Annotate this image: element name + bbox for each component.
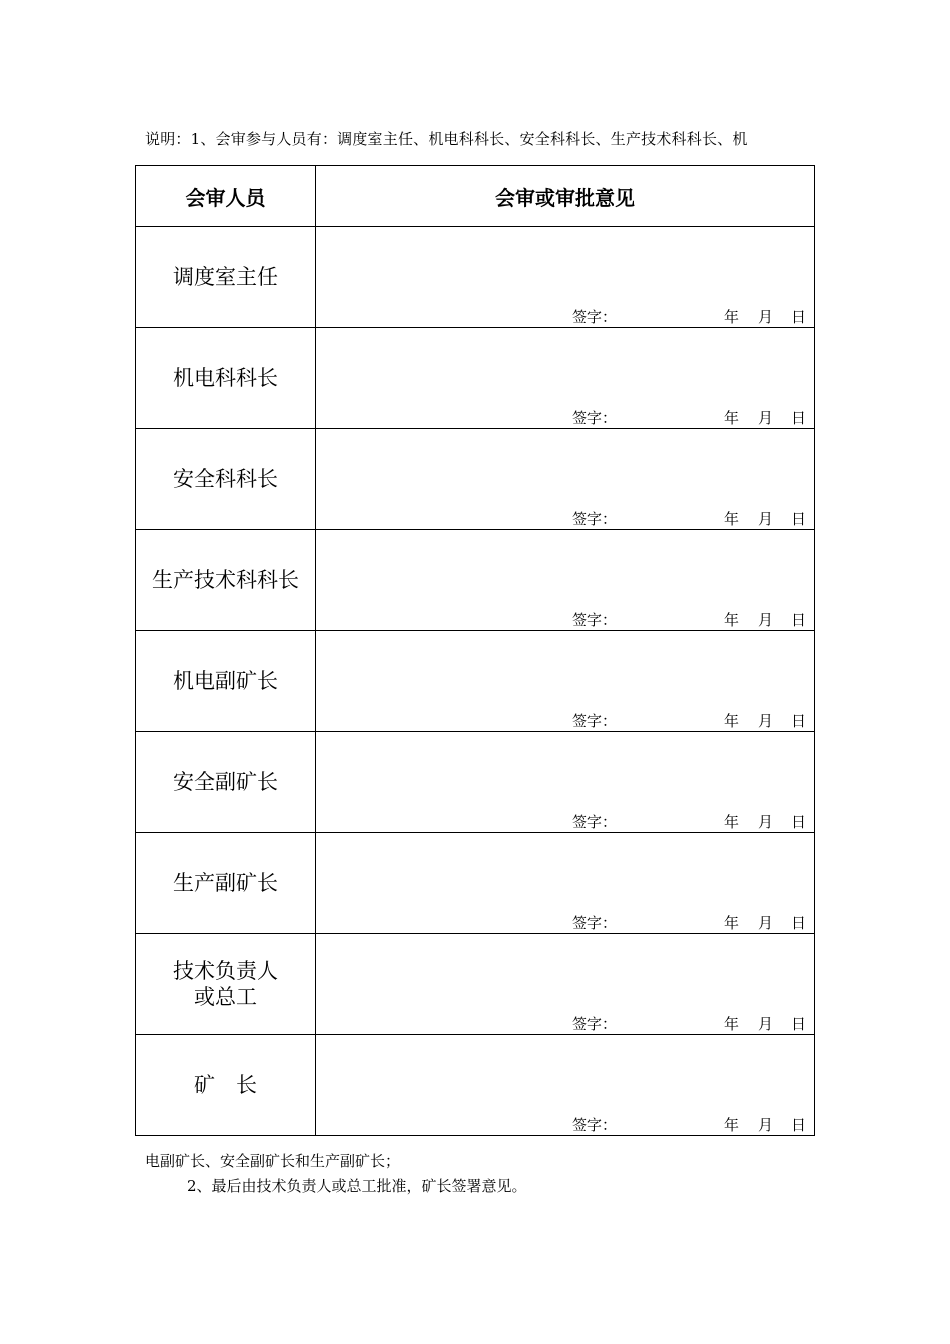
table-header-row (136, 166, 815, 227)
note-line-1-continued: 电副矿长、安全副矿长和生产副矿长； (145, 1152, 401, 1170)
day-label: 日 (790, 914, 806, 932)
person-line-1: 技术负责人 (173, 959, 278, 983)
signature-line (572, 307, 806, 327)
signature-line (572, 711, 806, 731)
signature-line (572, 812, 806, 832)
year-label: 年 (724, 1015, 740, 1033)
signature-line (572, 509, 806, 529)
opinion-cell[interactable] (316, 429, 815, 530)
signature-label: 签字： (572, 308, 618, 326)
table-row (136, 328, 815, 429)
day-label: 日 (790, 813, 806, 831)
month-label: 月 (758, 308, 774, 326)
year-label: 年 (724, 914, 740, 932)
month-label: 月 (758, 1015, 774, 1033)
opinion-cell[interactable] (316, 530, 815, 631)
year-label: 年 (724, 409, 740, 427)
table-row (136, 1035, 815, 1136)
person-cell: 调度室主任 (136, 227, 316, 328)
person-cell: 机电科科长 (136, 328, 316, 429)
signature-label: 签字： (572, 914, 618, 932)
table-row (136, 732, 815, 833)
year-label: 年 (724, 308, 740, 326)
table-row (136, 934, 815, 1035)
opinion-cell[interactable] (316, 732, 815, 833)
opinion-cell[interactable] (316, 934, 815, 1035)
signature-label: 签字： (572, 1116, 618, 1134)
day-label: 日 (790, 712, 806, 730)
month-label: 月 (758, 510, 774, 528)
person-cell: 安全副矿长 (136, 732, 316, 833)
signature-line (572, 1014, 806, 1034)
person-cell: 矿 长 (136, 1035, 316, 1136)
opinion-cell[interactable] (316, 328, 815, 429)
person-cell: 机电副矿长 (136, 631, 316, 732)
signature-label: 签字： (572, 712, 618, 730)
year-label: 年 (724, 1116, 740, 1134)
table-row (136, 530, 815, 631)
header-opinion: 会审或审批意见 (316, 166, 815, 227)
opinion-cell[interactable] (316, 631, 815, 732)
note-line-2: 2、最后由技术负责人或总工批准，矿长签署意见。 (187, 1177, 527, 1195)
person-cell: 生产技术科科长 (136, 530, 316, 631)
signature-label: 签字： (572, 813, 618, 831)
day-label: 日 (790, 308, 806, 326)
signature-line (572, 913, 806, 933)
table-row (136, 631, 815, 732)
day-label: 日 (790, 409, 806, 427)
year-label: 年 (724, 611, 740, 629)
year-label: 年 (724, 510, 740, 528)
opinion-cell[interactable] (316, 227, 815, 328)
signature-label: 签字： (572, 409, 618, 427)
person-line-2: 或总工 (194, 985, 257, 1009)
day-label: 日 (790, 510, 806, 528)
signature-label: 签字： (572, 510, 618, 528)
table-row (136, 227, 815, 328)
person-cell: 安全科科长 (136, 429, 316, 530)
month-label: 月 (758, 914, 774, 932)
signature-line (572, 408, 806, 428)
table-row (136, 429, 815, 530)
day-label: 日 (790, 1116, 806, 1134)
person-cell (136, 934, 316, 1035)
opinion-cell[interactable] (316, 833, 815, 934)
day-label: 日 (790, 1015, 806, 1033)
opinion-cell[interactable] (316, 1035, 815, 1136)
note-line-1: 说明：1、会审参与人员有：调度室主任、机电科科长、安全科科长、生产技术科科长、机 (145, 130, 748, 148)
signature-label: 签字： (572, 611, 618, 629)
month-label: 月 (758, 409, 774, 427)
month-label: 月 (758, 611, 774, 629)
table-row (136, 833, 815, 934)
approval-table (135, 165, 815, 1136)
signature-line (572, 610, 806, 630)
header-person: 会审人员 (136, 166, 316, 227)
day-label: 日 (790, 611, 806, 629)
month-label: 月 (758, 712, 774, 730)
signature-line (572, 1115, 806, 1135)
month-label: 月 (758, 813, 774, 831)
month-label: 月 (758, 1116, 774, 1134)
signature-label: 签字： (572, 1015, 618, 1033)
person-cell: 生产副矿长 (136, 833, 316, 934)
year-label: 年 (724, 712, 740, 730)
year-label: 年 (724, 813, 740, 831)
